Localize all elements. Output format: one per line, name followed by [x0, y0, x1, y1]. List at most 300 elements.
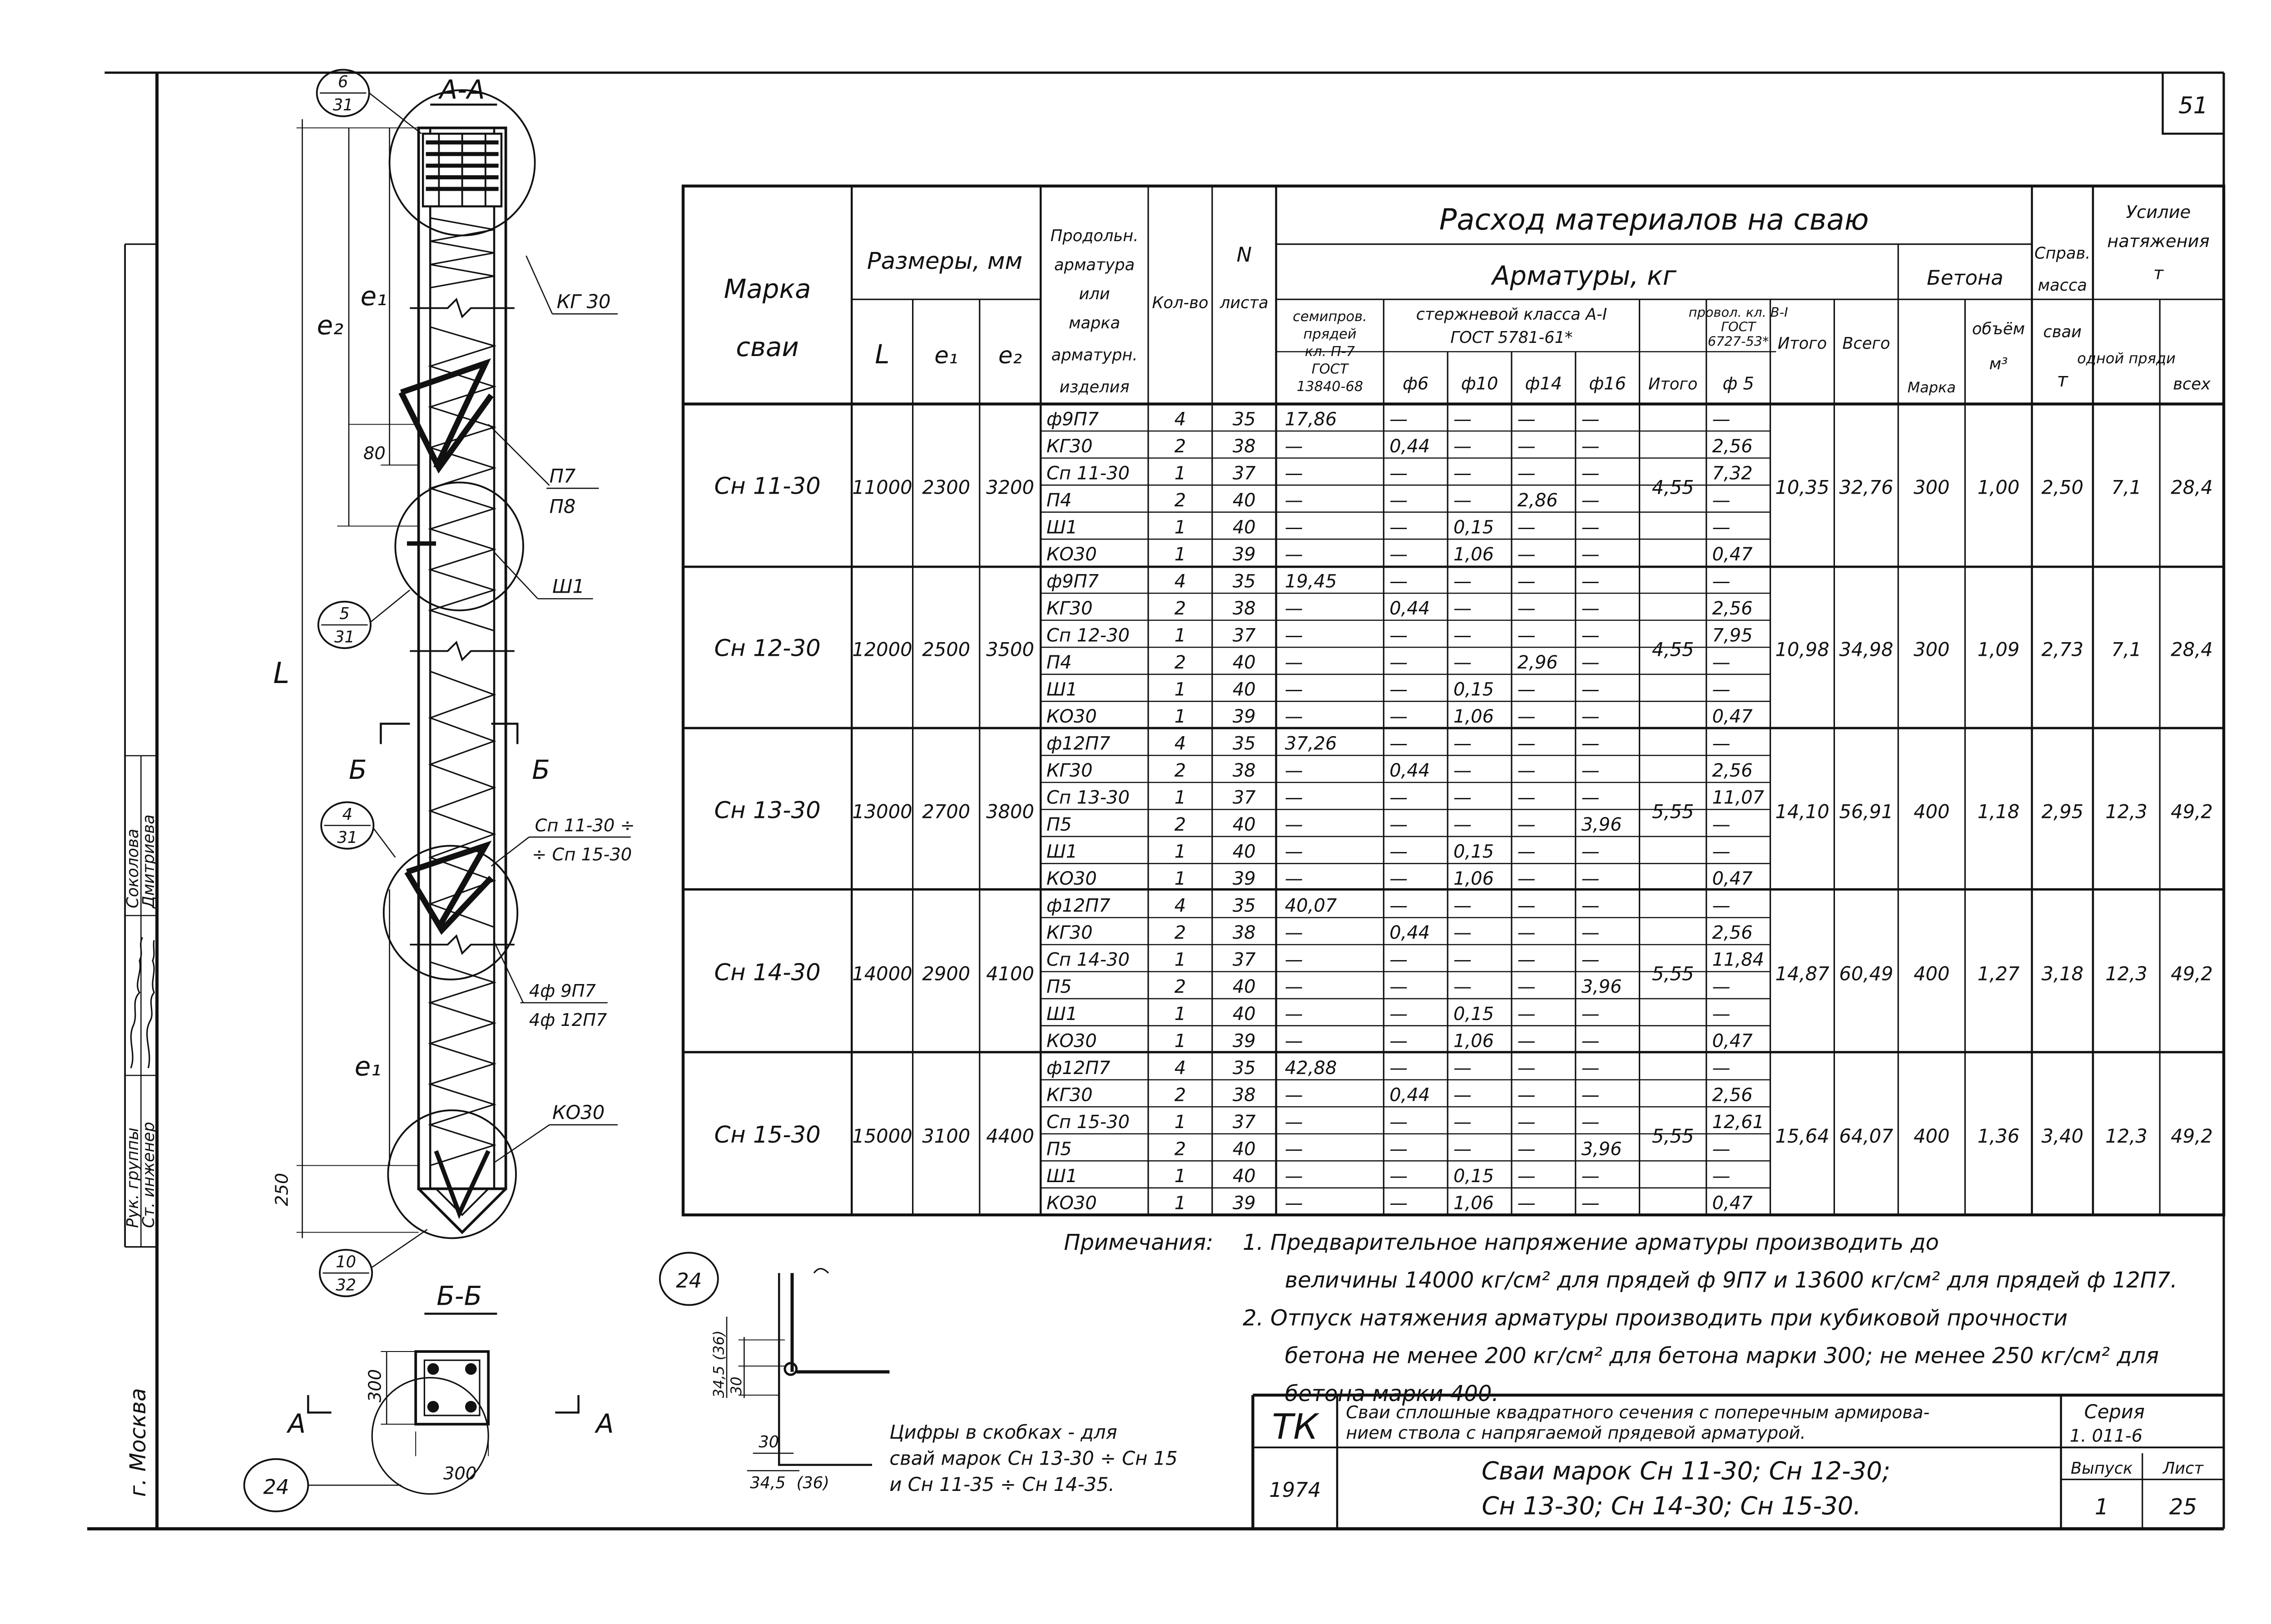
cell-item: КО30 — [1046, 1193, 1097, 1214]
cell-d6: — — [1389, 1165, 1408, 1187]
cell-d5: — — [1712, 409, 1731, 430]
cell-d6: — — [1389, 706, 1408, 728]
cell-d14: — — [1517, 868, 1536, 890]
group-total: 60,49 — [1839, 962, 1894, 985]
hdr-consumption: Расход материалов на сваю — [1439, 203, 1869, 237]
hdr-qty: Кол-во — [1152, 293, 1209, 312]
detail-note-2: свай марок Сн 13-30 ÷ Сн 15 — [889, 1447, 1178, 1470]
svg-text:масса: масса — [2038, 276, 2087, 295]
group-volume: 1,09 — [1977, 638, 2020, 661]
cell-d14: — — [1517, 1165, 1536, 1187]
cell-item: Ш1 — [1046, 841, 1078, 862]
cut-b-right: Б — [532, 755, 550, 786]
cell-d16: — — [1581, 463, 1600, 484]
cell-d10: — — [1453, 1111, 1472, 1133]
cell-qty: 4 — [1174, 1057, 1186, 1079]
loop-p7 — [401, 363, 491, 468]
cell-d16: 3,96 — [1581, 814, 1622, 836]
cell-qty: 2 — [1174, 760, 1186, 782]
cell-item: КГ30 — [1046, 922, 1093, 944]
cell-strand: — — [1284, 679, 1303, 700]
cell-strand: — — [1284, 922, 1303, 944]
cell-d14: — — [1517, 598, 1536, 619]
group-total: 64,07 — [1839, 1124, 1894, 1147]
detail-24 — [660, 1253, 1178, 1495]
cell-sheet: 38 — [1232, 436, 1256, 457]
notes — [1064, 1230, 2177, 1406]
cell-item: Ш1 — [1046, 1003, 1078, 1025]
cell-d10: 0,15 — [1453, 679, 1494, 700]
cell-item: ф12П7 — [1046, 1057, 1111, 1079]
stamp-city: г. Москва — [125, 1388, 151, 1497]
cell-d16: — — [1581, 679, 1600, 700]
cell-sheet: 37 — [1232, 949, 1256, 970]
svg-text:31: 31 — [337, 828, 358, 847]
cell-d10: — — [1453, 1084, 1472, 1106]
drawing-title-1: Сваи марок Сн 11-30; Сн 12-30; — [1482, 1456, 1890, 1485]
cell-sheet: 40 — [1232, 841, 1256, 862]
cell-d6: — — [1389, 1030, 1408, 1052]
org-tk: ТК — [1272, 1407, 1318, 1447]
note-line-5: бетона марки 400. — [1284, 1381, 1499, 1406]
group-e1: 2900 — [922, 962, 971, 985]
cell-item: КО30 — [1046, 544, 1097, 565]
cell-d10: 1,06 — [1453, 1030, 1494, 1052]
cell-qty: 2 — [1174, 1084, 1186, 1106]
notes-label: Примечания: — [1064, 1230, 1214, 1255]
cell-d5: — — [1712, 1057, 1731, 1079]
cell-d5: — — [1712, 1003, 1731, 1025]
cell-sheet: 35 — [1232, 1057, 1256, 1079]
cell-d14: — — [1517, 1084, 1536, 1106]
cell-item: ф9П7 — [1046, 571, 1099, 592]
label-4f12p7: 4ф 12П7 — [529, 1010, 607, 1031]
cell-d14: — — [1517, 814, 1536, 836]
cell-d5: 0,47 — [1712, 706, 1753, 728]
cell-qty: 1 — [1174, 517, 1186, 538]
cut-b-left: Б — [349, 755, 367, 786]
svg-text:10: 10 — [336, 1253, 356, 1272]
cut-marks-b — [349, 724, 550, 786]
cell-d5: 2,56 — [1712, 760, 1753, 782]
group-force-all: 49,2 — [2171, 962, 2213, 985]
cell-d5: — — [1712, 841, 1731, 862]
cell-item: Ш1 — [1046, 679, 1078, 700]
cell-d14: — — [1517, 976, 1536, 998]
cell-d6: — — [1389, 1139, 1408, 1160]
hdr-sizes: Размеры, мм — [867, 248, 1023, 275]
cell-d14: — — [1517, 544, 1536, 565]
note-line-1: 1. Предварительное напряжение арматуры производить до — [1243, 1230, 1939, 1255]
svg-text:А-А: А-А — [439, 74, 485, 105]
cell-d6: — — [1389, 787, 1408, 808]
callout-4-31 — [321, 802, 395, 857]
svg-text:Итого: Итого — [1777, 334, 1827, 353]
svg-text:одной пряди: одной пряди — [2077, 350, 2176, 367]
group-force-all: 49,2 — [2171, 800, 2213, 823]
cell-d6: — — [1389, 409, 1408, 430]
cell-d14: — — [1517, 922, 1536, 944]
drawing-title-2: Сн 13-30; Сн 14-30; Сн 15-30. — [1482, 1491, 1861, 1520]
svg-text:6: 6 — [338, 73, 348, 91]
description-2: нием ствола с напрягаемой прядевой арматурой. — [1346, 1423, 1806, 1443]
cell-sheet: 40 — [1232, 1003, 1256, 1025]
hdr-L: L — [875, 339, 890, 370]
cell-d6: 0,44 — [1389, 760, 1430, 782]
cell-d6: — — [1389, 1003, 1408, 1025]
cell-d10: 0,15 — [1453, 841, 1494, 862]
callout-6-31 — [317, 70, 421, 134]
group-force-one: 12,3 — [2105, 1124, 2147, 1147]
group-subtotal-rod: 4,55 — [1651, 476, 1694, 499]
cell-item: КГ30 — [1046, 598, 1093, 619]
cell-d16: — — [1581, 733, 1600, 754]
cell-item: Ш1 — [1046, 517, 1078, 538]
group-grade: 400 — [1914, 962, 1950, 985]
cut-a-left: А — [288, 1409, 306, 1440]
cell-d16: — — [1581, 1030, 1600, 1052]
group-total-wire: 10,35 — [1775, 476, 1830, 499]
group-mark: Сн 12-30 — [714, 634, 821, 662]
svg-text:13840-68: 13840-68 — [1296, 378, 1364, 395]
cell-d5: — — [1712, 652, 1731, 673]
group-total-wire: 10,98 — [1775, 638, 1830, 661]
cell-d5: 0,47 — [1712, 1193, 1753, 1214]
svg-text:ГОСТ 5781-61*: ГОСТ 5781-61* — [1450, 328, 1573, 347]
svg-text:Всего: Всего — [1842, 334, 1890, 353]
cell-sheet: 39 — [1232, 706, 1256, 728]
cell-item: П5 — [1046, 814, 1072, 836]
detail-dim-36-v: (36) — [710, 1330, 728, 1361]
detail-24-callout: 24 — [676, 1268, 702, 1293]
cell-d10: 1,06 — [1453, 544, 1494, 565]
cell-strand: — — [1284, 598, 1303, 619]
label-p7: П7 — [549, 465, 576, 487]
cell-d6: 0,44 — [1389, 436, 1430, 457]
label-cn-range-1: Сп 11-30 ÷ — [535, 815, 635, 836]
cell-d16: — — [1581, 571, 1600, 592]
svg-text:31: 31 — [334, 628, 355, 647]
detail-note-3: и Сн 11-35 ÷ Сн 14-35. — [889, 1473, 1115, 1496]
cell-d14: — — [1517, 436, 1536, 457]
group-subtotal-rod: 5,55 — [1651, 1124, 1694, 1147]
cell-qty: 1 — [1174, 1165, 1186, 1187]
cell-d16: — — [1581, 1111, 1600, 1133]
cell-d14: — — [1517, 571, 1536, 592]
cell-d16: — — [1581, 706, 1600, 728]
table-body — [714, 409, 2212, 1213]
cell-strand: — — [1284, 1193, 1303, 1214]
cell-d14: 2,96 — [1517, 652, 1558, 673]
cell-d5: 0,47 — [1712, 544, 1753, 565]
cell-sheet: 37 — [1232, 1111, 1256, 1133]
svg-text:арматура: арматура — [1054, 256, 1135, 275]
cell-d14: — — [1517, 1030, 1536, 1052]
hdr-rebar: Арматуры, кг — [1492, 261, 1677, 292]
group-mass: 2,73 — [2041, 638, 2084, 661]
cell-item: Сп 13-30 — [1046, 787, 1130, 808]
svg-text:кл. П-7: кл. П-7 — [1304, 344, 1355, 360]
group-force-all: 49,2 — [2171, 1124, 2213, 1147]
cell-item: Сп 14-30 — [1046, 949, 1130, 970]
svg-text:м³: м³ — [1989, 354, 2008, 373]
group-grade: 300 — [1914, 638, 1950, 661]
hdr-mark-1: Марка — [724, 274, 811, 304]
cell-sheet: 40 — [1232, 976, 1256, 998]
group-force-all: 28,4 — [2171, 476, 2213, 499]
cell-d16: — — [1581, 1003, 1600, 1025]
dim-e1-top: e₁ — [360, 281, 387, 312]
cell-item: КО30 — [1046, 1030, 1097, 1052]
cell-d6: — — [1389, 1193, 1408, 1214]
cell-item: П4 — [1046, 490, 1072, 511]
cell-qty: 2 — [1174, 490, 1186, 511]
cell-d14: — — [1517, 517, 1536, 538]
cell-qty: 1 — [1174, 841, 1186, 862]
cell-strand: — — [1284, 841, 1303, 862]
callout-5-31 — [318, 590, 410, 648]
cell-d16: — — [1581, 868, 1600, 890]
cell-d10: 0,15 — [1453, 1165, 1494, 1187]
cell-d5: — — [1712, 733, 1731, 754]
svg-text:ф 5: ф 5 — [1722, 373, 1754, 394]
group-force-one: 7,1 — [2111, 476, 2142, 499]
cell-item: КГ30 — [1046, 436, 1093, 457]
cell-d14: — — [1517, 949, 1536, 970]
cell-d14: — — [1517, 733, 1536, 754]
cell-d14: — — [1517, 841, 1536, 862]
group-volume: 1,27 — [1977, 962, 2020, 985]
svg-text:ГОСТ: ГОСТ — [1721, 319, 1756, 335]
cell-d10: 1,06 — [1453, 1193, 1494, 1214]
svg-text:31: 31 — [332, 96, 353, 115]
cell-qty: 1 — [1174, 1111, 1186, 1133]
svg-text:Усилие: Усилие — [2126, 202, 2191, 223]
cell-strand: — — [1284, 463, 1303, 484]
description-1: Сваи сплошные квадратного сечения с поперечным армирова- — [1346, 1402, 1930, 1423]
cell-strand: 42,88 — [1284, 1057, 1337, 1079]
cell-d10: — — [1453, 625, 1472, 646]
group-L: 13000 — [852, 800, 912, 823]
cell-sheet: 40 — [1232, 490, 1256, 511]
cell-sheet: 39 — [1232, 1193, 1256, 1214]
cell-d10: — — [1453, 895, 1472, 916]
cell-d10: — — [1453, 787, 1472, 808]
cell-d10: — — [1453, 1057, 1472, 1079]
cell-strand: 17,86 — [1284, 409, 1337, 430]
cell-strand: 37,26 — [1284, 733, 1337, 754]
detail-dim-30-h: 30 — [759, 1433, 779, 1452]
svg-text:6727-53*: 6727-53* — [1707, 333, 1769, 349]
dim-L: L — [273, 657, 290, 690]
group-force-one: 12,3 — [2105, 800, 2147, 823]
cell-d6: — — [1389, 1057, 1408, 1079]
svg-text:изделия: изделия — [1059, 378, 1130, 396]
stamp-role-engineer: Ст. инженер — [139, 1122, 159, 1228]
hdr-mark-2: сваи — [736, 332, 799, 362]
group-mark: Сн 11-30 — [714, 472, 821, 500]
svg-text:марка: марка — [1068, 314, 1121, 333]
cell-d14: — — [1517, 679, 1536, 700]
svg-text:5: 5 — [339, 604, 350, 624]
cell-d5: — — [1712, 814, 1731, 836]
cell-d5: — — [1712, 1165, 1731, 1187]
cell-strand: — — [1284, 976, 1303, 998]
group-total-wire: 15,64 — [1775, 1124, 1830, 1147]
stamp-role-group-lead: Рук. группы — [124, 1127, 142, 1228]
group-volume: 1,36 — [1977, 1124, 2020, 1147]
svg-text:ф6: ф6 — [1403, 373, 1429, 394]
cell-sheet: 37 — [1232, 787, 1256, 808]
note-line-3: 2. Отпуск натяжения арматуры производить при кубиковой прочности — [1243, 1305, 2068, 1331]
cell-sheet: 35 — [1232, 409, 1256, 430]
label-4f9p7: 4ф 9П7 — [529, 981, 596, 1002]
cell-qty: 1 — [1174, 544, 1186, 565]
group-e1: 2300 — [922, 476, 971, 499]
group-subtotal-rod: 5,55 — [1651, 800, 1694, 823]
cell-d16: — — [1581, 598, 1600, 619]
detail-dim-36-h: (36) — [796, 1473, 829, 1492]
group-mass: 2,95 — [2041, 800, 2084, 823]
group-mark: Сн 15-30 — [714, 1121, 821, 1149]
cell-d5: 2,56 — [1712, 436, 1753, 457]
cell-strand: — — [1284, 436, 1303, 457]
svg-text:провол. кл. В-I: провол. кл. В-I — [1688, 304, 1788, 320]
cell-strand: — — [1284, 814, 1303, 836]
section-aa-title — [430, 75, 497, 105]
cell-qty: 2 — [1174, 436, 1186, 457]
cell-sheet: 35 — [1232, 571, 1256, 592]
cell-qty: 2 — [1174, 598, 1186, 619]
cell-strand: — — [1284, 625, 1303, 646]
cell-sheet: 35 — [1232, 895, 1256, 916]
svg-text:стержневой класса А-I: стержневой класса А-I — [1416, 305, 1607, 324]
top-cage — [423, 134, 501, 206]
cell-item: Сп 11-30 — [1046, 463, 1130, 484]
group-force-one: 7,1 — [2111, 638, 2142, 661]
cell-sheet: 40 — [1232, 517, 1256, 538]
cell-strand: — — [1284, 652, 1303, 673]
cell-d5: — — [1712, 976, 1731, 998]
cell-d16: 3,96 — [1581, 976, 1622, 998]
detail-dim-345-v: 34,5 — [710, 1366, 728, 1398]
dim-80: 80 — [363, 443, 386, 464]
cell-d14: — — [1517, 463, 1536, 484]
cell-d10: — — [1453, 733, 1472, 754]
cell-d5: 0,47 — [1712, 1030, 1753, 1052]
group-total: 56,91 — [1839, 800, 1894, 823]
note-line-2: величины 14000 кг/см² для прядей ф 9П7 и 13600 кг/см² для прядей ф 12П7. — [1284, 1268, 2177, 1293]
svg-text:натяжения: натяжения — [2107, 231, 2210, 252]
pile-drawing — [272, 70, 635, 1297]
group-total-wire: 14,87 — [1775, 962, 1830, 985]
cell-d14: — — [1517, 1057, 1536, 1079]
dim-e1-bottom: e₁ — [354, 1051, 382, 1082]
cell-qty: 1 — [1174, 787, 1186, 808]
cell-d16: — — [1581, 490, 1600, 511]
cell-d16: — — [1581, 1193, 1600, 1214]
cell-sheet: 38 — [1232, 1084, 1256, 1106]
cell-d14: — — [1517, 1111, 1536, 1133]
cell-d5: 11,84 — [1712, 949, 1765, 970]
cell-qty: 1 — [1174, 949, 1186, 970]
cell-d5: — — [1712, 679, 1731, 700]
svg-text:всех: всех — [2173, 375, 2211, 394]
cell-qty: 1 — [1174, 463, 1186, 484]
cell-strand: — — [1284, 787, 1303, 808]
dim-e2: e₂ — [317, 310, 344, 341]
label-sh1: Ш1 — [552, 575, 585, 598]
cell-d10: — — [1453, 409, 1472, 430]
cell-d5: — — [1712, 1139, 1731, 1160]
leader-labels — [488, 256, 635, 1163]
cell-qty: 4 — [1174, 733, 1186, 754]
left-stamp — [124, 244, 158, 1497]
cell-d16: — — [1581, 544, 1600, 565]
cell-item: КГ30 — [1046, 760, 1093, 782]
note-line-4: бетона не менее 200 кг/см² для бетона марки 300; не менее 250 кг/см² для — [1284, 1343, 2159, 1369]
group-grade: 400 — [1914, 1124, 1950, 1147]
cell-qty: 2 — [1174, 1139, 1186, 1160]
issue-value: 1 — [2094, 1494, 2109, 1520]
svg-text:Б-Б: Б-Б — [436, 1281, 482, 1312]
cell-d16: 3,96 — [1581, 1139, 1622, 1160]
cell-d16: — — [1581, 1084, 1600, 1106]
cell-strand: — — [1284, 949, 1303, 970]
cell-d16: — — [1581, 895, 1600, 916]
pile-dimensions — [272, 119, 419, 1238]
cell-d16: — — [1581, 1165, 1600, 1187]
group-subtotal-rod: 4,55 — [1651, 638, 1694, 661]
cell-d10: — — [1453, 976, 1472, 998]
cell-d6: — — [1389, 652, 1408, 673]
cell-d14: 2,86 — [1517, 490, 1558, 511]
cell-item: КО30 — [1046, 868, 1097, 890]
issue-label: Выпуск — [2071, 1459, 2133, 1478]
svg-text:ф14: ф14 — [1525, 373, 1562, 394]
cell-sheet: 37 — [1232, 625, 1256, 646]
cell-d10: — — [1453, 922, 1472, 944]
cell-item: Сп 15-30 — [1046, 1111, 1130, 1133]
series-label: Серия — [2084, 1401, 2145, 1423]
cell-item: Ш1 — [1046, 1165, 1078, 1187]
group-e2: 4100 — [986, 962, 1034, 985]
cell-strand: — — [1284, 1139, 1303, 1160]
group-force-one: 12,3 — [2105, 962, 2147, 985]
cell-item: Сп 12-30 — [1046, 625, 1130, 646]
cell-qty: 1 — [1174, 679, 1186, 700]
dim-300-horizontal: 300 — [443, 1463, 477, 1484]
cell-sheet: 40 — [1232, 652, 1256, 673]
cell-item: КО30 — [1046, 706, 1097, 728]
cell-d6: — — [1389, 1111, 1408, 1133]
cell-item: П5 — [1046, 1139, 1072, 1160]
cell-qty: 1 — [1174, 868, 1186, 890]
cell-qty: 1 — [1174, 1003, 1186, 1025]
cell-d10: — — [1453, 490, 1472, 511]
cell-strand: — — [1284, 544, 1303, 565]
svg-text:семипров.: семипров. — [1293, 309, 1367, 325]
cell-sheet: 38 — [1232, 922, 1256, 944]
cell-d5: 2,56 — [1712, 922, 1753, 944]
sheet-number: 51 — [2178, 92, 2208, 119]
group-L: 15000 — [852, 1124, 912, 1147]
detail-dim-30-v: 30 — [728, 1376, 745, 1395]
label-kg30: КГ 30 — [556, 290, 611, 313]
cell-strand: — — [1284, 490, 1303, 511]
cell-sheet: 40 — [1232, 814, 1256, 836]
svg-text:или: или — [1079, 285, 1110, 304]
